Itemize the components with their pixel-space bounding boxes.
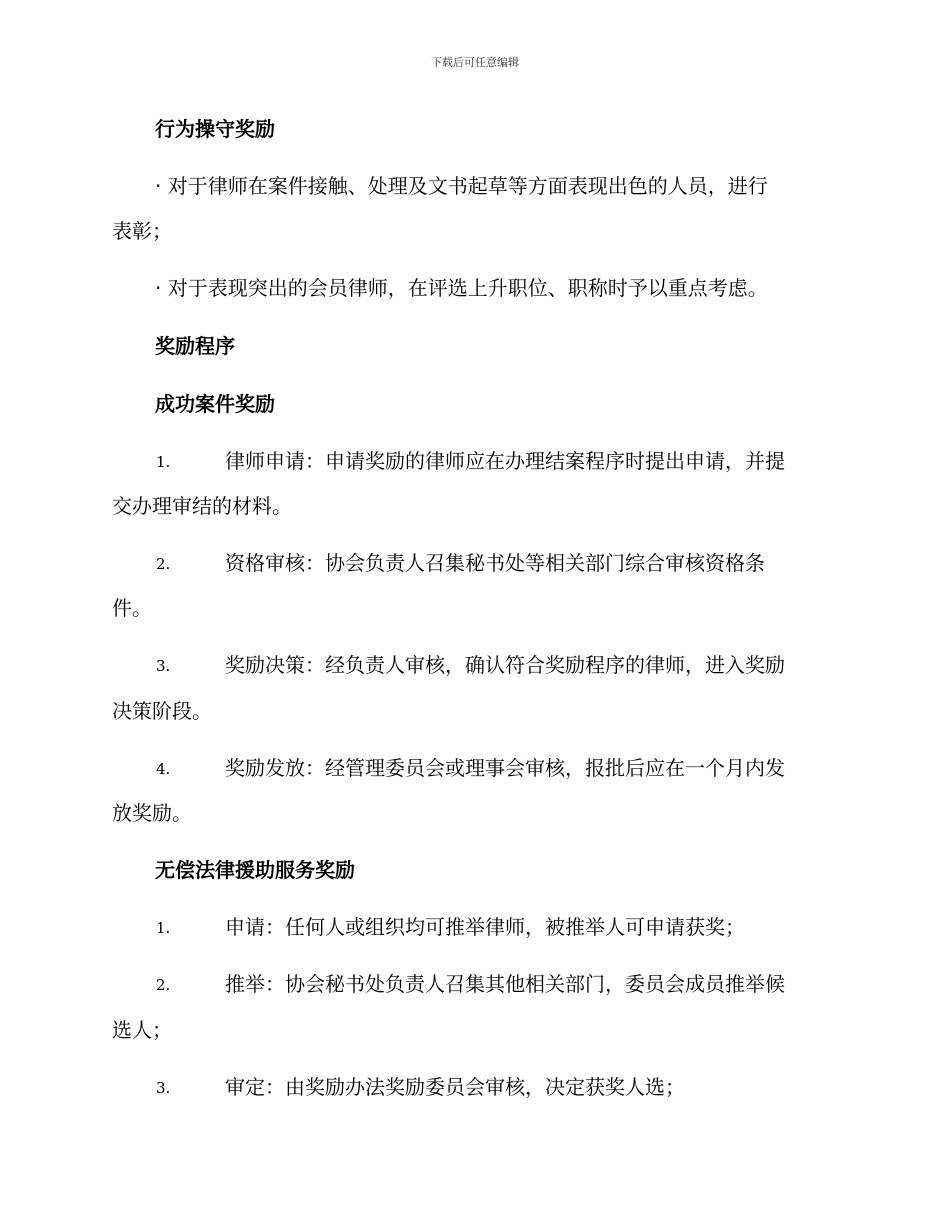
list-item-continuation: 决策阶段。 [112, 699, 212, 723]
section-heading-conduct: 行为操守奖励 [155, 117, 275, 141]
section-heading-procedure: 奖励程序 [155, 334, 235, 358]
section-heading-success-case: 成功案件奖励 [155, 392, 275, 416]
list-number: 3. [156, 1079, 171, 1097]
list-item-line: 申请：任何人或组织均可推举律师，被推举人可申请获奖； [225, 915, 745, 939]
list-number: 1. [156, 453, 171, 471]
conduct-bullet-1-line-2: 表彰； [112, 219, 172, 243]
list-item-continuation: 放奖励。 [112, 801, 192, 825]
conduct-bullet-1-line-1: · 对于律师在案件接触、处理及文书起草等方面表现出色的人员，进行 [155, 174, 768, 198]
conduct-bullet-2: · 对于表现突出的会员律师，在评选上升职位、职称时予以重点考虑。 [155, 276, 768, 300]
list-number: 2. [156, 555, 171, 573]
list-item-line: 资格审核：协会负责人召集秘书处等相关部门综合审核资格条 [225, 551, 765, 575]
list-item-line: 审定：由奖励办法奖励委员会审核，决定获奖人选； [225, 1075, 685, 1099]
section-heading-pro-bono: 无偿法律援助服务奖励 [155, 858, 355, 882]
page-header-note: 下载后可任意编辑 [431, 56, 519, 69]
list-item-continuation: 件。 [112, 596, 152, 620]
list-item-line: 推举：协会秘书处负责人召集其他相关部门，委员会成员推举候 [225, 972, 785, 996]
list-item-line: 奖励发放：经管理委员会或理事会审核，报批后应在一个月内发 [225, 756, 785, 780]
list-item-line: 奖励决策：经负责人审核，确认符合奖励程序的律师，进入奖励 [225, 653, 785, 677]
list-item-continuation: 交办理审结的材料。 [112, 494, 292, 518]
list-number: 3. [156, 657, 171, 675]
list-number: 2. [156, 976, 171, 994]
list-number: 1. [156, 919, 171, 937]
list-item-continuation: 选人； [112, 1018, 172, 1042]
list-number: 4. [156, 760, 171, 778]
list-item-line: 律师申请：申请奖励的律师应在办理结案程序时提出申请，并提 [225, 449, 785, 473]
